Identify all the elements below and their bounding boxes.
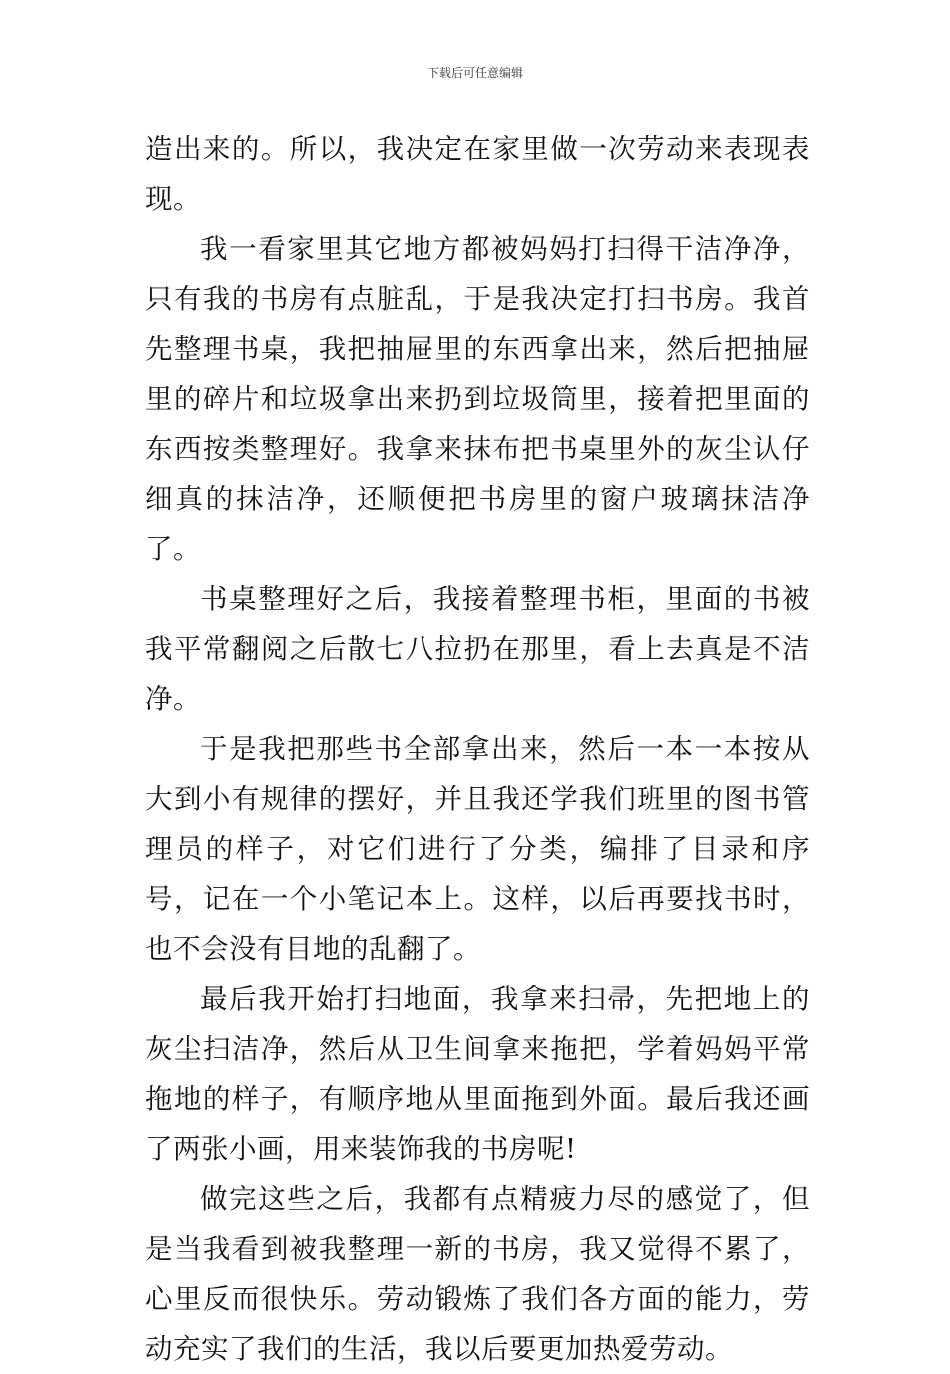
paragraph-floor: 最后我开始打扫地面，我拿来扫帚，先把地上的灰尘扫洁净，然后从卫生间拿来拖把，学着妈妈平常拖地的样子，有顺序地从里面拖到外面。最后我还画了两张小画，用来装饰我的书房呢! — [145, 983, 810, 1165]
document-body — [145, 124, 810, 1374]
paragraph-bookcase: 书桌整理好之后，我接着整理书柜，里面的书被我平常翻阅之后散七八拉扔在那里，看上去真是不洁净。 — [145, 583, 810, 715]
paragraph-conclusion: 做完这些之后，我都有点精疲力尽的感觉了，但是当我看到被我整理一新的书房，我又觉得不累了，心里反而很快乐。劳动锻炼了我们各方面的能力，劳动充实了我们的生活，我以后要更加热爱劳动。 — [145, 1183, 810, 1365]
page-header: 下载后可任意编辑 — [426, 66, 523, 80]
paragraph-cleaning-desk: 我一看家里其它地方都被妈妈打扫得干洁净净，只有我的书房有点脏乱，于是我决定打扫书房。我首先整理书桌，我把抽屉里的东西拿出来，然后把抽屉里的碎片和垃圾拿出来扔到垃圾筒里，接着把里面的东西按类整理好。我拿来抹布把书桌里外的灰尘认仔细真的抹洁净，还顺便把书房里的窗户玻璃抹洁净了。 — [145, 233, 810, 565]
paragraph-sorting-books: 于是我把那些书全部拿出来，然后一本一本按从大到小有规律的摆好，并且我还学我们班里的图书管理员的样子，对它们进行了分类，编排了目录和序号，记在一个小笔记本上。这样，以后再要找书时，也不会没有目地的乱翻了。 — [145, 733, 810, 965]
paragraph-continued: 造出来的。所以，我决定在家里做一次劳动来表现表现。 — [145, 133, 810, 215]
